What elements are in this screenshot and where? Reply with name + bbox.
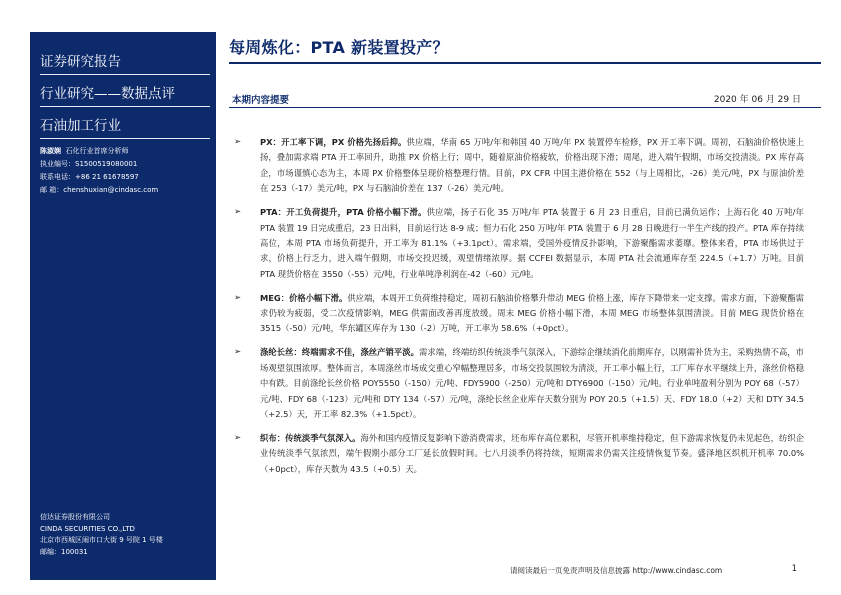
page-title: 每周炼化：PTA 新装置投产？ <box>229 38 449 57</box>
footer-disclaimer[interactable]: 请阅读最后一页免责声明及信息披露 http://www.cindasc.com <box>510 566 723 575</box>
bullet-body: 海外和国内疫情反复影响下游消费需求，坯布库存高位累积，尽管开机率维持稳定，但下游需求恢复仍未见起色，纺织企业传统淡季气氛浓烈，端午假期小部分工厂延长放假时间。七八月淡季仍将持续，短期需求仍需关注疫情恢复节奏。盛泽地区织机开机率 70.0%（+0pct），库存天数为 43.5（+0.5）天。 <box>260 432 804 474</box>
bullet-body: 供应端，华南 65 万吨/年和韩国 40 万吨/年 PX 装置停车检修，PX 开工率下调。周初，石脑油价格快速上扬，叠加需求端 PTA 开工率回升，助推 PX 价格上行；周中，随着原油价格疲软，价格出现下滑；周尾，进入端午假期，市场交投清淡。PX 库存高企，市场谨慎心态为主，本周 PX 价格整体呈现价格整理行情。目前，PX CFR 中国主港价格在 552（与上周相比，-26）美元/吨，PX 与原油价差在 253（-17）美元/吨，PX 与石脑油价差在 137（-26）美元/吨。 <box>260 137 804 194</box>
bullet-lead: MEG：价格小幅下滑。 <box>260 292 348 303</box>
bullet-body: 需求端，终端纺织传统淡季气氛深入，下游综企继续消化前期库存，以刚需补货为主，采购热情不高，市场观望氛围浓厚。整体而言，本周涤丝市场成交重心窄幅整理居多，市场交投氛围较为清淡，开工率小幅上行，工厂库存水平继续上升，涤丝价格稳中有跌。目前涤纶长丝价格 POY5550（-150）元/吨、FDY5900（-250）元/吨和 DTY6900（-150）元/吨。行业单吨盈利分别为 POY 68（-57）元/吨、FDY 68（-123）元/吨和 DTY 134（-57）元/吨，涤纶长丝企业库存天数分别为 POY 20.5（+1.5）天、FDY 18.0（+2）天和 DTY 34.5（+2.5）天，开工率 82.3%（+1.5pct）。 <box>260 347 804 419</box>
company-postcode-label: 邮编： <box>40 547 61 556</box>
company-postcode: 100031 <box>61 547 88 556</box>
bullet-weaving <box>234 431 804 477</box>
analyst-license: S1500519080001 <box>75 160 138 168</box>
arrow-bullet-icon: ➢ <box>234 137 242 147</box>
analyst-name: 陈淑娴 <box>40 147 61 155</box>
bullet-body: 供应端，扬子石化 35 万吨/年 PTA 装置于 6 月 23 日重启，目前已满负运作；上海石化 40 万吨/年 PTA 装置 19 日完成重启，23 日出料，目前运行达 8-9 成；恒力石化 250 万吨/年 PTA 装置于 6 月 28 日晚进行一半生产线的投产。PTA 库存持续高位，本周 PTA 市场负荷提升，开工率为 81.1%（+3.1pct）。需求端，受国外疫情反扑影响，下游聚酯需求萎靡。整体来看，PTA 市场供过于求，价格上行乏力，进入端午假期，市场交投迟缓，观望情绪浓厚。据 CCFEI 数据显示，本周 PTA 社会流通库存至 224.5（+1.7）万吨。目前 PTA 现货价格在 3550（-55）元/吨，行业单吨净利润在-42（-60）元/吨。 <box>260 207 804 279</box>
sidebar <box>30 32 216 580</box>
section-label: 本期内容提要 <box>232 95 290 106</box>
analyst-license-label: 执业编号： <box>40 160 75 168</box>
analyst-info <box>40 145 158 197</box>
bullet-lead: PX：开工率下调，PX 价格先扬后抑。 <box>260 137 407 147</box>
bullet-lead: 涤纶长丝：终端需求不佳，涤丝产销平淡。 <box>260 347 420 358</box>
arrow-bullet-icon: ➢ <box>234 347 242 358</box>
company-name-en: CINDA SECURITIES CO.,LTD <box>40 524 135 533</box>
sidebar-divider <box>40 74 210 75</box>
sidebar-title-industry: 石油加工行业 <box>40 118 121 134</box>
sidebar-divider <box>40 106 210 107</box>
arrow-bullet-icon: ➢ <box>234 292 242 303</box>
analyst-email[interactable]: chenshuxian@cindasc.com <box>63 186 159 194</box>
analyst-phone: +86 21 61678597 <box>75 173 139 181</box>
section-divider <box>229 107 821 108</box>
bullet-px <box>234 135 804 197</box>
summary-content <box>234 135 804 486</box>
company-name-cn: 信达证券股份有限公司 <box>40 513 110 521</box>
bullet-lead: PTA：开工负荷提升，PTA 价格小幅下滑。 <box>260 207 427 218</box>
company-address: 北京市西城区闹市口大街 9 号院 1 号楼 <box>40 536 163 544</box>
bullet-polyester-filament <box>234 345 804 422</box>
sidebar-title-securities-report: 证券研究报告 <box>40 54 121 70</box>
title-divider <box>229 62 821 64</box>
page-number: 1 <box>791 564 797 574</box>
arrow-bullet-icon: ➢ <box>234 432 242 443</box>
bullet-lead: 织布：传统淡季气氛深入。 <box>260 432 361 443</box>
report-date: 2020 年 06 月 29 日 <box>713 95 801 105</box>
bullet-meg <box>234 291 804 337</box>
sidebar-title-industry-research: 行业研究——数据点评 <box>40 86 175 102</box>
sidebar-divider <box>40 138 210 139</box>
analyst-role: 石化行业首席分析师 <box>65 147 129 155</box>
company-info <box>40 512 163 558</box>
analyst-email-label: 邮 箱： <box>40 186 64 194</box>
analyst-phone-label: 联系电话： <box>40 173 75 181</box>
arrow-bullet-icon: ➢ <box>234 207 242 218</box>
bullet-body: 供应端，本周开工负荷维持稳定，周初石脑油价格攀升带动 MEG 价格上涨，库存下降带来一定支撑。需求方面，下游聚酯需求仍较为疲弱，受二次疫情影响，MEG 供需面改善再度放缓。周末 MEG 价格小幅下滑，本周 MEG 市场整体氛围清淡。目前 MEG 现货价格在 3515（-50）元/吨，华东罐区库存为 130（-2）万吨，开工率为 58.6%（+0pct）。 <box>260 292 804 334</box>
bullet-pta <box>234 205 804 282</box>
